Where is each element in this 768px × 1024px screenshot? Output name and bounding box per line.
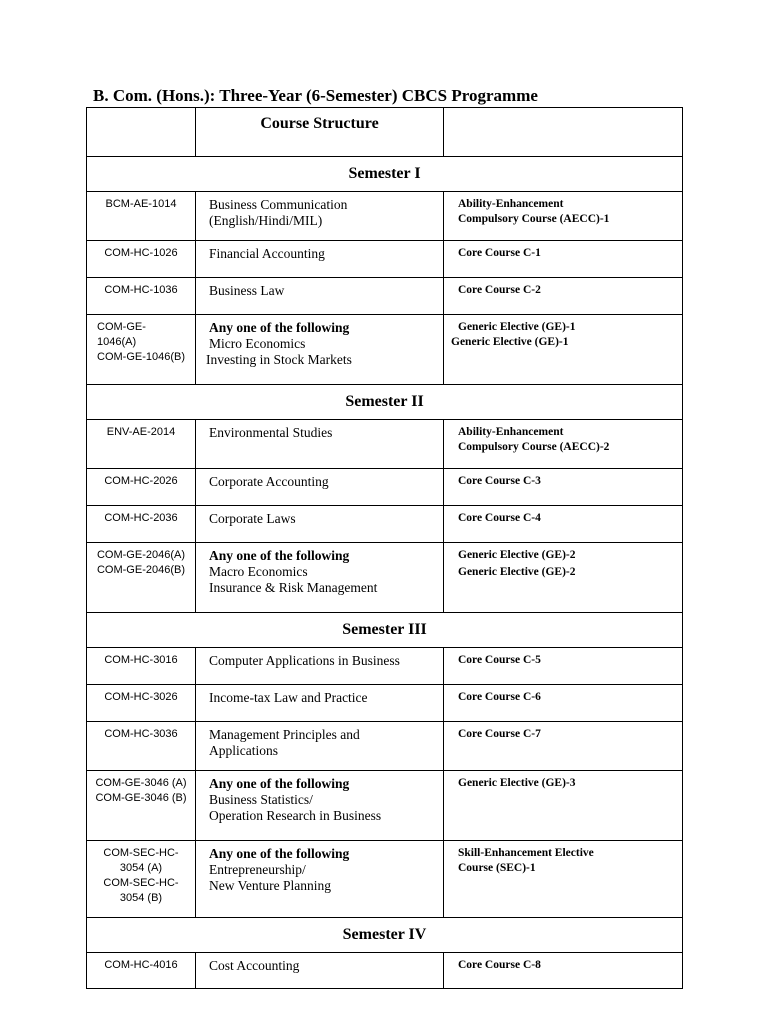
course-name-line: Micro Economics	[209, 336, 306, 351]
table-row	[87, 771, 683, 841]
course-code-line: COM-SEC-HC-	[103, 847, 179, 859]
table-row	[87, 315, 683, 385]
course-code-line: COM-GE-	[97, 321, 146, 333]
course-name	[196, 648, 444, 685]
document-title: B. Com. (Hons.): Three-Year (6-Semester) CBCS Programme	[93, 86, 538, 105]
course-type	[444, 685, 683, 722]
course-code-line: COM-HC-3016	[104, 654, 178, 666]
course-code	[87, 722, 196, 771]
course-type-line: Generic Elective (GE)-3	[458, 777, 576, 789]
course-name-line: (English/Hindi/MIL)	[209, 213, 323, 228]
elective-lead: Any one of the following	[209, 320, 350, 335]
course-type	[444, 420, 683, 469]
table-header-row	[87, 108, 683, 157]
course-code	[87, 685, 196, 722]
course-code-line: 3054 (B)	[119, 892, 163, 904]
table-row	[87, 543, 683, 613]
course-type	[444, 241, 683, 278]
semester-row	[87, 918, 683, 953]
course-code-line: ENV-AE-2014	[106, 426, 176, 438]
table-row	[87, 192, 683, 241]
course-name-line: Corporate Accounting	[209, 474, 329, 489]
course-type-line: Compulsory Course (AECC)-1	[458, 212, 610, 225]
course-name	[196, 685, 444, 722]
course-type	[444, 722, 683, 771]
course-name-line: Business Law	[209, 283, 285, 298]
course-type-line: Compulsory Course (AECC)-2	[458, 440, 610, 453]
course-name	[196, 469, 444, 506]
course-name-line: Business Statistics/	[209, 792, 313, 807]
course-name-line: Insurance & Risk Management	[209, 580, 378, 595]
table-row	[87, 685, 683, 722]
course-name-line: Computer Applications in Business	[209, 653, 400, 668]
course-type-line: Core Course C-2	[458, 284, 541, 296]
course-structure-heading: Course Structure	[196, 108, 444, 157]
course-name-line: Environmental Studies	[209, 425, 333, 440]
course-type-line: Course (SEC)-1	[458, 861, 536, 874]
course-code-line: COM-GE-2046(A)	[96, 549, 186, 561]
table-row	[87, 241, 683, 278]
semester-heading: Semester I	[87, 157, 683, 192]
course-code	[87, 771, 196, 841]
course-name-line: Financial Accounting	[209, 246, 325, 261]
course-code	[87, 192, 196, 241]
course-code-line: COM-SEC-HC-	[103, 877, 179, 889]
elective-lead: Any one of the following	[209, 846, 350, 861]
course-code-line: COM-HC-2026	[104, 475, 178, 487]
table-row	[87, 506, 683, 543]
course-type-line: Generic Elective (GE)-1	[458, 321, 576, 333]
course-name-line: Macro Economics	[209, 564, 308, 579]
course-code-line: COM-HC-2036	[104, 512, 178, 524]
course-type-line: Core Course C-6	[458, 691, 541, 703]
course-code-line: COM-GE-3046 (A)	[95, 777, 187, 789]
course-code	[87, 841, 196, 918]
course-name-line: Business Communication	[209, 197, 348, 212]
course-code	[87, 241, 196, 278]
course-code-line: COM-HC-1026	[104, 247, 178, 259]
course-code-line: BCM-AE-1014	[105, 198, 177, 210]
course-type-line: Generic Elective (GE)-2	[458, 549, 576, 561]
course-name	[196, 953, 444, 989]
course-name-line: New Venture Planning	[209, 878, 331, 893]
semester-heading: Semester II	[87, 385, 683, 420]
course-code-line: COM-GE-2046(B)	[96, 564, 186, 576]
course-name	[196, 506, 444, 543]
course-type-line: Core Course C-8	[458, 959, 541, 971]
semester-heading: Semester III	[87, 613, 683, 648]
course-name	[196, 315, 444, 385]
course-name-line: Applications	[209, 743, 278, 758]
course-code	[87, 506, 196, 543]
course-type-line: Core Course C-7	[458, 728, 541, 740]
table-row	[87, 278, 683, 315]
course-name-line: Cost Accounting	[209, 958, 300, 973]
table-row	[87, 469, 683, 506]
table-row	[87, 953, 683, 989]
elective-lead: Any one of the following	[209, 776, 350, 791]
semester-row	[87, 613, 683, 648]
course-type	[444, 506, 683, 543]
course-name	[196, 192, 444, 241]
course-name-line: Operation Research in Business	[209, 808, 382, 823]
course-type-line: Core Course C-5	[458, 654, 541, 666]
course-name-line: Management Principles and	[209, 727, 360, 742]
course-code	[87, 648, 196, 685]
course-code-line: 3054 (A)	[119, 862, 163, 874]
course-name	[196, 722, 444, 771]
course-type-line: Ability-Enhancement	[458, 198, 564, 210]
course-code-line: COM-HC-3036	[104, 728, 178, 740]
course-code-line: 1046(A)	[97, 336, 137, 348]
course-type	[444, 278, 683, 315]
course-name	[196, 278, 444, 315]
course-code	[87, 953, 196, 989]
course-type-line: Core Course C-4	[458, 512, 541, 524]
table-row	[87, 420, 683, 469]
course-code	[87, 278, 196, 315]
header-cell-blank-left	[87, 108, 196, 157]
semester-row	[87, 385, 683, 420]
table-row	[87, 841, 683, 918]
course-type	[444, 315, 683, 385]
course-name	[196, 771, 444, 841]
course-name-line: Investing in Stock Markets	[206, 352, 352, 367]
course-name	[196, 241, 444, 278]
course-type	[444, 771, 683, 841]
elective-lead: Any one of the following	[209, 548, 350, 563]
course-type	[444, 648, 683, 685]
course-type	[444, 543, 683, 613]
course-type-line: Ability-Enhancement	[458, 426, 564, 438]
table-row	[87, 722, 683, 771]
course-name	[196, 543, 444, 613]
header-cell-blank-right	[444, 108, 683, 157]
course-name	[196, 841, 444, 918]
course-name-line: Entrepreneurship/	[209, 862, 306, 877]
semester-heading: Semester IV	[87, 918, 683, 953]
course-code-line: COM-GE-3046 (B)	[95, 792, 187, 804]
course-structure-table	[86, 107, 683, 989]
course-type	[444, 953, 683, 989]
table-row	[87, 648, 683, 685]
course-type-line: Skill-Enhancement Elective	[458, 847, 594, 859]
course-code-line: COM-HC-3026	[104, 691, 178, 703]
course-type-line: Generic Elective (GE)-1	[451, 335, 569, 348]
course-code-line: COM-HC-4016	[104, 959, 178, 971]
course-code-line: COM-GE-1046(B)	[97, 351, 186, 363]
course-name-line: Income-tax Law and Practice	[209, 690, 368, 705]
course-code	[87, 420, 196, 469]
semester-row	[87, 157, 683, 192]
course-type-line: Core Course C-1	[458, 247, 541, 259]
course-code	[87, 543, 196, 613]
course-code	[87, 469, 196, 506]
course-name	[196, 420, 444, 469]
course-code-line: COM-HC-1036	[104, 284, 178, 296]
course-type	[444, 841, 683, 918]
course-type-line: Generic Elective (GE)-2	[458, 565, 576, 578]
course-code	[87, 315, 196, 385]
course-name-line: Corporate Laws	[209, 511, 296, 526]
course-type	[444, 469, 683, 506]
course-type	[444, 192, 683, 241]
course-type-line: Core Course C-3	[458, 475, 541, 487]
